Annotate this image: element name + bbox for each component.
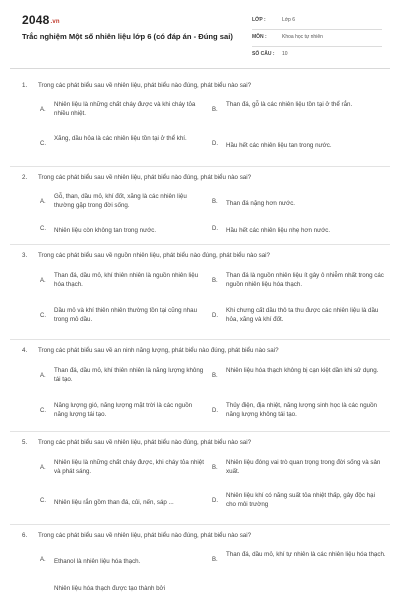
option-letter: A. — [40, 557, 46, 563]
logo-tld: .vn — [50, 19, 60, 25]
option-text: Nhiên liệu đóng vai trò quan trọng trong đời sống và sản xuất. — [226, 459, 381, 475]
question-divider — [10, 339, 390, 340]
question-number: 4. — [22, 347, 28, 354]
option-letter: D. — [212, 498, 218, 504]
option-letter: C. — [40, 408, 46, 414]
option-text: Nhiên liệu còn không tan trong nước. — [54, 227, 157, 234]
option-text: Dầu mỏ và khí thiên nhiên thường tồn tại cũng nhau trong mỏ dầu. — [54, 307, 198, 323]
meta-label-subject: MÔN : — [252, 34, 267, 40]
question-stem — [22, 439, 251, 446]
logo-number: 2048 — [22, 13, 50, 27]
option-letter: C. — [40, 226, 46, 232]
meta-row-subject — [252, 30, 382, 47]
meta-label-grade: LỚP : — [252, 17, 266, 23]
option-text: Khi chưng cất dầu thô ta thu được các nhiên liệu là dầu hỏa, xăng và khí đốt. — [226, 307, 379, 323]
question-number: 3. — [22, 252, 28, 259]
question-stem — [22, 174, 251, 181]
option-text: Nhiên liệu hóa thạch được tạo thành bởi — [54, 585, 165, 592]
question-number: 5. — [22, 439, 28, 446]
option-letter: D. — [212, 141, 218, 147]
option-text: Xăng, dầu hỏa là các nhiên liệu tồn tại ở thể khí. — [54, 135, 187, 142]
option-text: Hầu hết các nhiên liệu tan trong nước. — [226, 142, 332, 149]
option-letter: D. — [212, 226, 218, 232]
question-stem — [22, 252, 270, 259]
option-letter: A. — [40, 199, 46, 205]
option-letter: B. — [212, 465, 218, 471]
option-text: Than đá nặng hơn nước. — [226, 200, 296, 207]
meta-label-count: SỐ CÂU : — [252, 51, 275, 57]
question-text: Trong các phát biểu sau về nhiên liệu, phát biểu nào đúng, phát biểu nào sai? — [38, 439, 252, 446]
option-letter: A. — [40, 107, 46, 113]
header-divider — [10, 68, 390, 69]
question-text: Trong các phát biểu sau về an ninh năng lượng, phát biểu nào đúng, phát biểu nào sai? — [38, 347, 279, 354]
option-text: Nhiên liệu là những chất cháy được, khi cháy tỏa nhiệt và phát sáng. — [54, 459, 204, 475]
question-divider — [10, 524, 390, 525]
question-stem — [22, 347, 279, 354]
option-text: Than đá là nguồn nhiên liệu ít gây ô nhiễm nhất trong các nguồn nhiên liệu hóa thạch. — [226, 272, 384, 288]
option-letter: B. — [212, 107, 218, 113]
option-letter: C. — [40, 498, 46, 504]
option-letter: C. — [40, 313, 46, 319]
question-text: Trong các phát biểu sau về nhiên liệu, phát biểu nào đúng, phát biểu nào sai? — [38, 82, 252, 89]
option-text: Than đá, gỗ là các nhiên liệu tồn tại ở thể rắn. — [226, 101, 353, 108]
option-text: Than đá, dầu mỏ, khí tự nhiên là các nhiên liệu hóa thạch. — [226, 551, 386, 558]
option-text: Nhiên liệu là những chất cháy được và khi cháy tỏa nhiều nhiệt. — [54, 101, 196, 117]
option-letter: D. — [212, 408, 218, 414]
option-text: Nhiên liệu rắn gồm than đá, củi, nến, sáp ... — [54, 499, 174, 506]
worksheet-header — [0, 0, 400, 66]
option-letter: A. — [40, 465, 46, 471]
option-text: Gỗ, than, dầu mỏ, khí đốt, xăng là các nhiên liệu thường gặp trong đời sống. — [54, 193, 187, 209]
question-text: Trong các phát biểu sau về nguồn nhiên liệu, phát biểu nào đúng, phát biểu nào sai? — [38, 252, 270, 259]
option-letter: B. — [212, 557, 218, 563]
site-logo[interactable] — [22, 13, 60, 27]
option-letter: A. — [40, 278, 46, 284]
meta-row-grade — [252, 13, 382, 30]
option-letter: A. — [40, 373, 46, 379]
option-text: Nhiên liệu hóa thạch không bị cạn kiệt dần khi sử dụng. — [226, 367, 379, 374]
worksheet-title: Trắc nghiệm Một số nhiên liệu lớp 6 (có đáp án - Đúng sai) — [22, 32, 233, 41]
question-text: Trong các phát biểu sau về nhiên liệu, phát biểu nào đúng, phát biểu nào sai? — [38, 174, 252, 181]
question-stem — [22, 82, 251, 89]
option-letter: C. — [40, 141, 46, 147]
meta-value-subject: Khoa học tự nhiên — [282, 34, 323, 40]
question-divider — [10, 244, 390, 245]
question-stem — [22, 532, 251, 539]
option-letter: B. — [212, 199, 218, 205]
question-divider — [10, 431, 390, 432]
option-text: Ethanol là nhiên liệu hóa thạch. — [54, 558, 141, 565]
question-number: 6. — [22, 532, 28, 539]
option-letter: D. — [212, 313, 218, 319]
option-letter: B. — [212, 373, 218, 379]
meta-value-count: 10 — [282, 51, 288, 57]
option-letter: B. — [212, 278, 218, 284]
meta-value-grade: Lớp 6 — [282, 17, 296, 23]
option-text: Than đá, dầu mỏ, khí thiên nhiên là năng lượng không tái tạo. — [54, 367, 204, 383]
question-number: 1. — [22, 82, 28, 89]
option-text: Hầu hết các nhiên liệu nhẹ hơn nước. — [226, 227, 331, 234]
option-text: Nhiên liệu khí có năng suất tỏa nhiệt thấp, gây độc hại cho môi trường — [226, 492, 375, 508]
meta-row-count — [252, 47, 382, 63]
option-text: Than đá, dầu mỏ, khí thiên nhiên là nguồn nhiên liệu hóa thạch. — [54, 272, 199, 288]
option-text: Năng lượng gió, năng lượng mặt trời là các nguồn năng lượng tái tạo. — [54, 402, 193, 418]
question-divider — [10, 166, 390, 167]
worksheet-meta — [252, 13, 382, 63]
question-number: 2. — [22, 174, 28, 181]
option-text: Thủy điện, địa nhiệt, năng lượng sinh học là các nguồn năng lượng không tái tạo. — [226, 402, 377, 418]
question-text: Trong các phát biểu sau về nhiên liệu, phát biểu nào đúng, phát biểu nào sai? — [38, 532, 252, 539]
